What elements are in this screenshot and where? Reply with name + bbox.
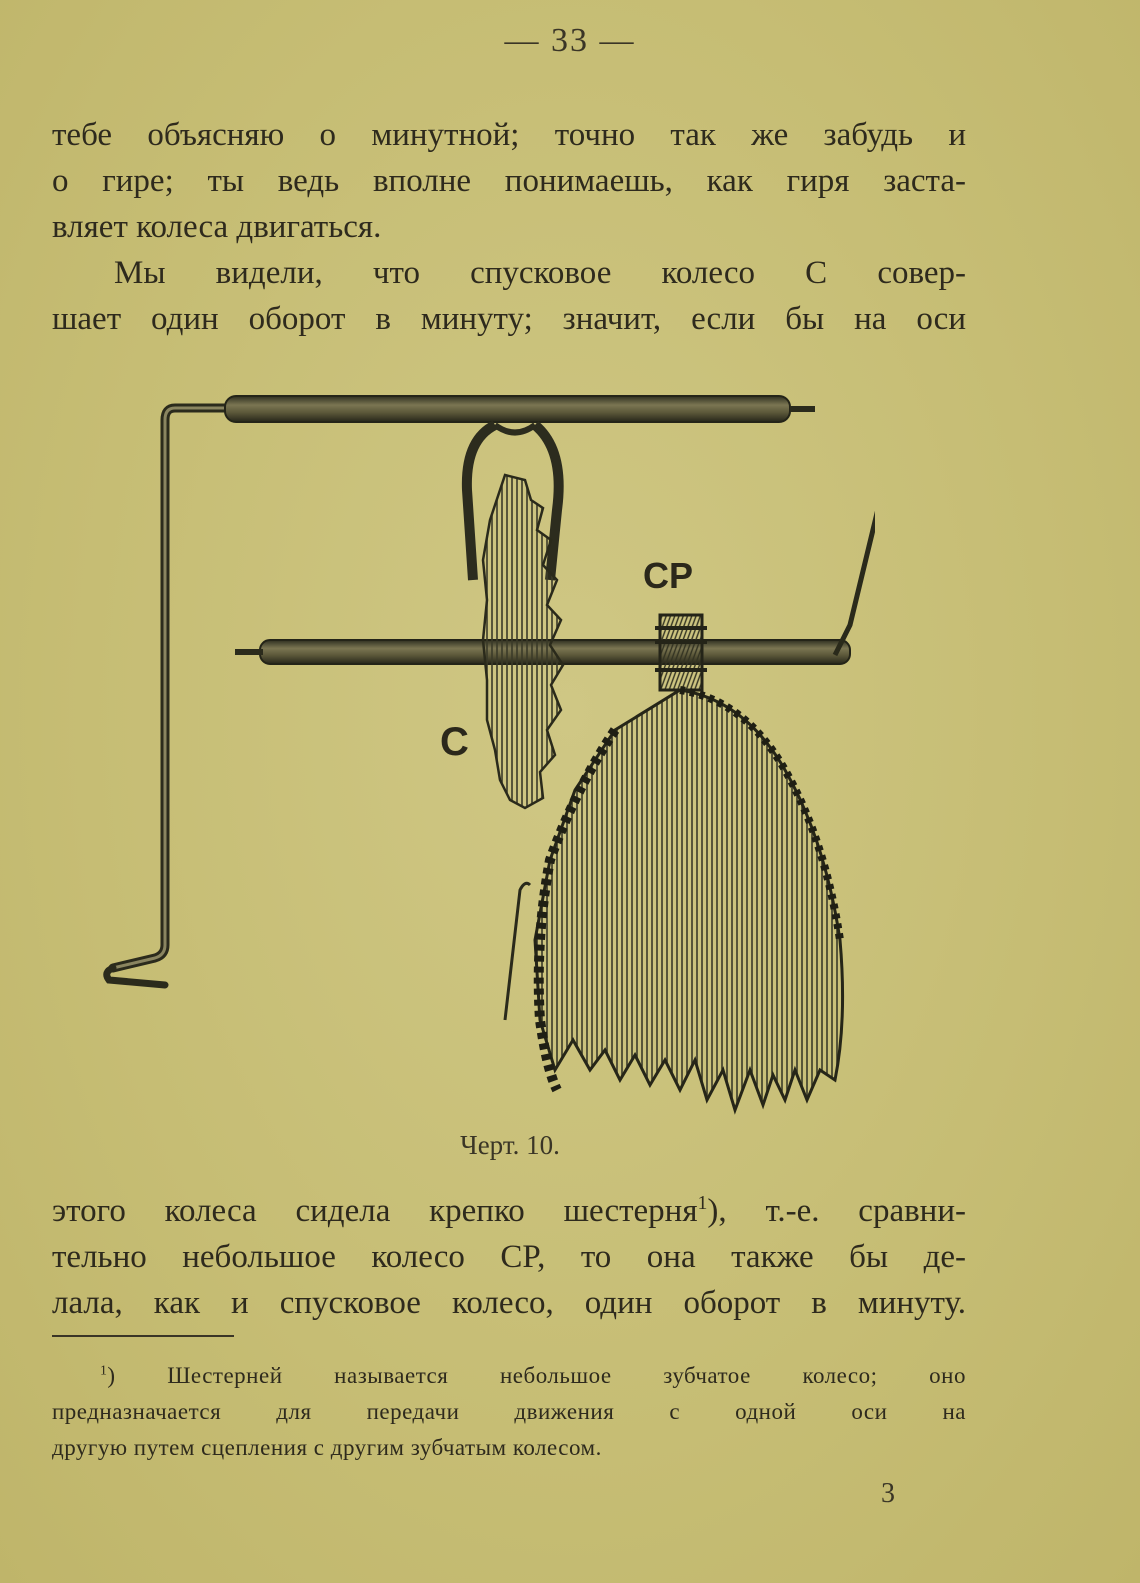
paragraph-2: [52, 250, 966, 342]
footnote: [52, 1358, 966, 1466]
mechanism-illustration: [95, 380, 875, 1125]
paragraph-2-line-2: шает один оборот в минуту; значит, если бы на оси: [52, 301, 966, 337]
paragraph-3-line-2: тельно небольшое колесо CP, то она также бы де-: [52, 1239, 966, 1275]
paragraph-3: [52, 1188, 966, 1326]
paragraph-1-line-1: тебе объясняю о минутной; точно так же забудь и: [52, 117, 966, 153]
label-cp: CP: [643, 555, 694, 596]
large-gear-wheel: [535, 690, 843, 1110]
footnote-line-3: другую путем сцепления с другим зубчатым колесом.: [52, 1435, 602, 1460]
footnote-rule: [52, 1335, 234, 1337]
footnote-line-2: предназначается для передачи движения с одной оси на: [52, 1399, 966, 1424]
figure-clock-mechanism: [95, 380, 875, 1125]
frame-bar: [113, 408, 230, 968]
signature-mark: 3: [881, 1478, 895, 1509]
footnote-marker: 1: [100, 1362, 108, 1378]
footnote-ref: 1: [697, 1192, 708, 1214]
footnote-line-1: [52, 1358, 966, 1394]
paragraph-3-line-1-text: этого колеса сидела крепко шестерня: [52, 1193, 698, 1229]
hook: [505, 883, 530, 1020]
paragraph-3-line-3: лала, как и спусковое колесо, один оборот в минуту.: [52, 1285, 966, 1321]
paragraph-1: [52, 112, 966, 250]
figure-caption: Черт. 10.: [460, 1130, 560, 1160]
pointer-arm: [835, 480, 875, 655]
page-number: — 33 —: [504, 22, 636, 59]
paragraph-1-line-3: вляет колеса двигаться.: [52, 209, 382, 245]
footnote-line-1-text: ) Шестерней называется небольшое зубчатое колесо; оно: [107, 1363, 966, 1388]
label-c: C: [440, 720, 469, 764]
paragraph-1-line-2: о гире; ты ведь вполне понимаешь, как гиря заста-: [52, 163, 966, 199]
paragraph-3-line-1-rest: ), т.-е. сравни-: [707, 1193, 966, 1229]
top-axle: [225, 396, 790, 422]
paragraph-2-line-1: Мы видели, что спусковое колесо C совер-: [114, 255, 966, 291]
paragraph-3-line-1: [52, 1188, 966, 1234]
